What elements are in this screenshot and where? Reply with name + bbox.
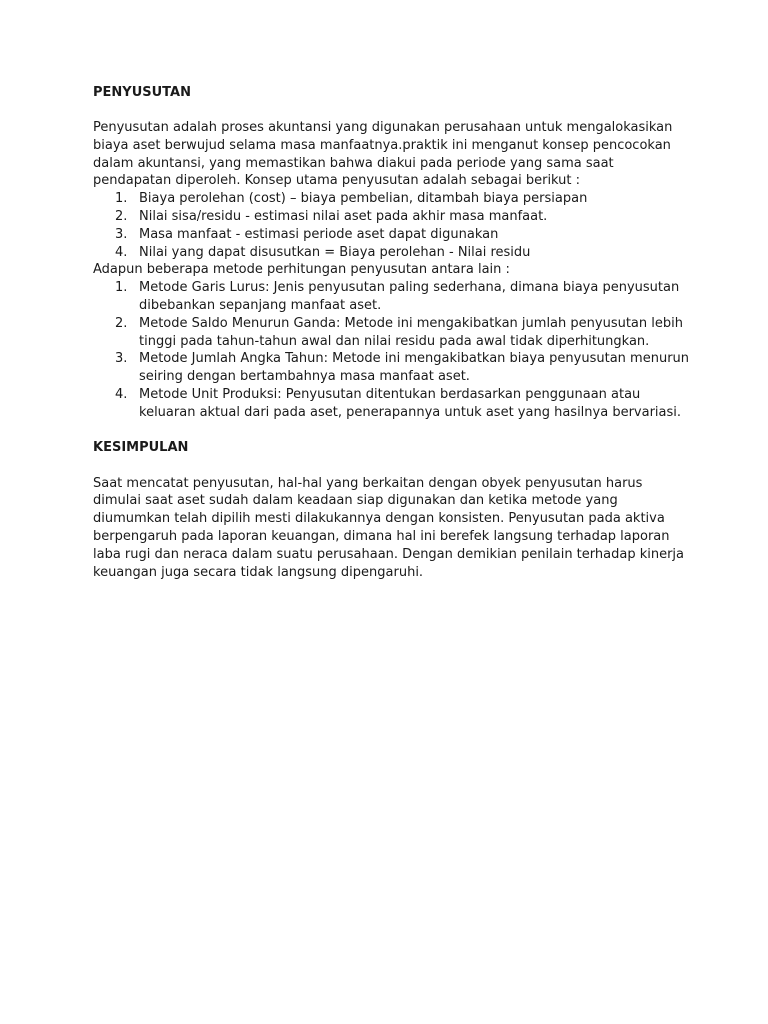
concept-list	[93, 190, 693, 261]
section-title-penyusutan: PENYUSUTAN	[93, 85, 191, 100]
method-list	[93, 279, 693, 421]
intro-paragraph: Penyusutan adalah proses akuntansi yang digunakan perusahaan untuk mengalokasikan biaya aset berwujud selama masa manfaatnya.praktik ini menganut konsep pencocokan dalam akuntansi, yang memastikan bahwa diakui pada periode yang sama saat pendapatan diperoleh. Konsep utama penyusutan adalah sebagai berikut :	[93, 120, 673, 189]
concept-item: 4. Nilai yang dapat disusutkan = Biaya perolehan - Nilai residu	[115, 244, 531, 260]
method-item: 2. Metode Saldo Menurun Ganda: Metode ini mengakibatkan jumlah penyusutan lebih tinggi pada tahun-tahun awal dan nilai residu pada awal tidak diperhitungkan.	[115, 315, 683, 349]
method-item: 4. Metode Unit Produksi: Penyusutan ditentukan berdasarkan penggunaan atau keluaran aktual dari pada aset, penerapannya untuk aset yang hasilnya bervariasi.	[115, 386, 682, 420]
document-page	[93, 84, 693, 581]
concept-item: 2. Nilai sisa/residu - estimasi nilai aset pada akhir masa manfaat.	[115, 208, 548, 224]
concept-item: 3. Masa manfaat - estimasi periode aset dapat digunakan	[115, 226, 499, 242]
section-title-kesimpulan: KESIMPULAN	[93, 439, 189, 455]
concept-item: 1. Biaya perolehan (cost) – biaya pembelian, ditambah biaya persiapan	[115, 191, 588, 207]
method-item: 3. Metode Jumlah Angka Tahun: Metode ini mengakibatkan biaya penyusutan menurun seiring dengan bertambahnya masa manfaat aset.	[115, 351, 690, 385]
method-item: 1. Metode Garis Lurus: Jenis penyusutan paling sederhana, dimana biaya penyusutan dibebankan sepanjang manfaat aset.	[115, 280, 680, 313]
methods-intro: Adapun beberapa metode perhitungan penyusutan antara lain :	[93, 262, 510, 278]
conclusion-paragraph: Saat mencatat penyusutan, hal-hal yang berkaitan dengan obyek penyusutan harus dimulai saat aset sudah dalam keadaan siap digunakan dan ketika metode yang diumumkan telah dipilih mesti dilakukannya dengan konsisten. Penyusutan pada aktiva berpengaruh pada laporan keuangan, dimana hal ini berefek langsung terhadap laporan laba rugi dan neraca dalam suatu perusahaan. Dengan demikian penilain terhadap kinerja keuangan juga secara tidak langsung dipengaruhi.	[93, 475, 685, 580]
